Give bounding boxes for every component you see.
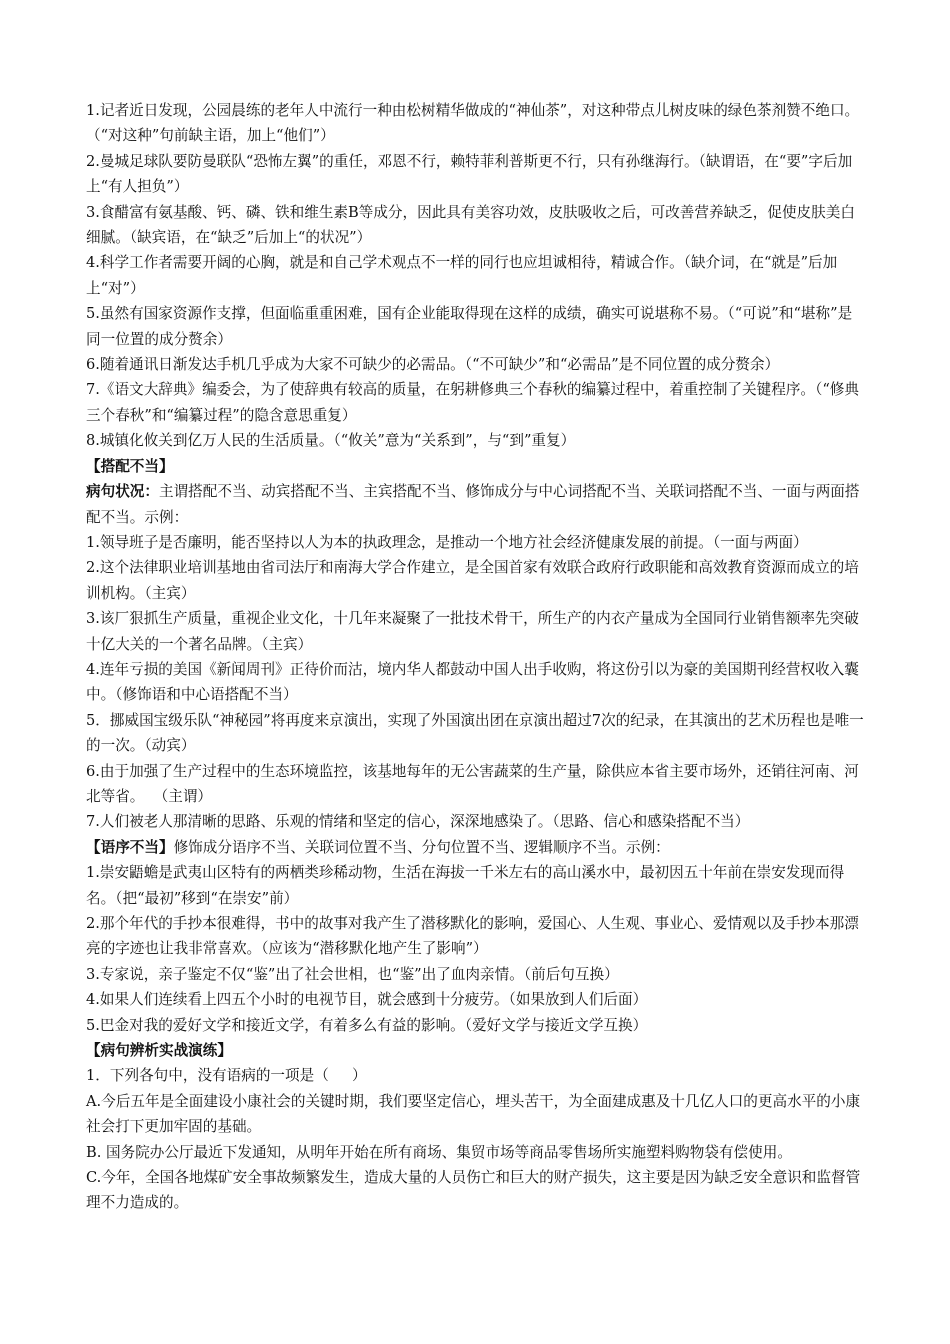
list-item: 3.专家说，亲子鉴定不仅“鉴”出了社会世相，也“鉴”出了血肉亲情。（前后句互换） (86, 965, 619, 983)
list-item: 1.记者近日发现，公园晨练的老年人中流行一种由松树精华做成的“神仙茶”，对这种带点儿树皮味的绿色茶剂赞不绝口。（“对这种”句前缺主语，加上“他们”） (86, 102, 860, 145)
list-item: 7.人们被老人那清晰的思路、乐观的情绪和坚定的信心，深深地感染了。（思路、信心和感染搭配不当） (86, 813, 750, 831)
list-item: 2.那个年代的手抄本很难得，书中的故事对我产生了潜移默化的影响，爱国心、人生观、事业心、爱情观以及手抄本那漂亮的字迹也让我非常喜欢。（应该为“潜移默化地产生了影响”） (86, 915, 859, 958)
section-practice (86, 1038, 866, 1216)
intro-text: 主谓搭配不当、动宾搭配不当、主宾搭配不当、修饰成分与中心词搭配不当、关联词搭配不当、一面与两面搭配不当。示例： (86, 483, 860, 526)
section-word-order (86, 835, 866, 1038)
answer-option-c: C.今年，全国各地煤矿安全事故频繁发生，造成大量的人员伤亡和巨大的财产损失，这主要是因为缺乏安全意识和监督管理不力造成的。 (86, 1169, 861, 1212)
answer-option-a: A.今后五年是全面建设小康社会的关键时期，我们要坚定信心，埋头苦干，为全面建成惠及十几亿人口的更高水平的小康社会打下更加牢固的基础。 (86, 1092, 861, 1136)
section-collocation (86, 454, 866, 835)
answer-option-b: B. 国务院办公厅最近下发通知，从明年开始在所有商场、集贸市场等商品零售场所实施塑料购物袋有偿使用。 (86, 1143, 792, 1161)
list-item: 6.随着通讯日渐发达手机几乎成为大家不可缺少的必需品。（“不可缺少”和“必需品”是不同位置的成分赘余） (86, 356, 780, 374)
list-item: 3.食醋富有氨基酸、钙、磷、铁和维生素B等成分，因此具有美容功效，皮肤吸收之后，可改善营养缺乏，促使皮肤美白细腻。（缺宾语，在“缺乏”后加上“的状况”） (86, 203, 855, 247)
list-item: 4.连年亏损的美国《新闻周刊》正待价而沽，境内华人都鼓动中国人出手收购，将这份引以为豪的美国期刊经营权收入囊中。（修饰语和中心语搭配不当） (86, 660, 859, 704)
list-item: 3.该厂狠抓生产质量，重视企业文化，十几年来凝聚了一批技术骨干，所生产的内衣产量成为全国同行业销售额率先突破十亿大关的一个著名品牌。（主宾） (86, 610, 859, 653)
section-missing-and-redundant (86, 98, 866, 454)
section-heading: 【病句辨析实战演练】 (86, 1042, 232, 1060)
list-item: 5.虽然有国家资源作支撑，但面临重重困难，国有企业能取得现在这样的成绩，确实可说堪称不易。（“可说”和“堪称”是同一位置的成分赘余） (86, 305, 853, 348)
list-item: 4.如果人们连续看上四五个小时的电视节目，就会感到十分疲劳。（如果放到人们后面） (86, 991, 648, 1009)
list-item: 1.领导班子是否廉明，能否坚持以人为本的执政理念，是推动一个地方社会经济健康发展的前提。（一面与两面） (86, 533, 808, 551)
section-intro (86, 479, 866, 530)
list-item: 7.《语文大辞典》编委会，为了使辞典有较高的质量，在躬耕修典三个春秋的编纂过程中，着重控制了关键程序。（“修典三个春秋”和“编纂过程”的隐含意思重复） (86, 381, 859, 424)
list-item: 2.曼城足球队要防曼联队“恐怖左翼”的重任，邓恩不行，赖特菲利普斯更不行，只有孙继海行。（缺谓语，在“要”字后加上“有人担负”） (86, 152, 853, 196)
list-item: 8.城镇化攸关到亿万人民的生活质量。（“攸关”意为“关系到”，与“到”重复） (86, 432, 576, 450)
list-item: 2.这个法律职业培训基地由省司法厅和南海大学合作建立，是全国首家有效联合政府行政职能和高效教育资源而成立的培训机构。（主宾） (86, 559, 859, 602)
section-heading: 【语序不当】 (86, 838, 174, 856)
intro-label: 病句状况： (86, 483, 159, 501)
question-stem: 1．下列各句中，没有语病的一项是（ ） (86, 1067, 367, 1085)
list-item: 4.科学工作者需要开阔的心胸，就是和自己学术观点不一样的同行也应坦诚相待，精诚合作。（缺介词，在“就是”后加上“对”） (86, 254, 838, 297)
section-heading: 【搭配不当】 (86, 457, 174, 475)
list-item: 1.崇安鼯蟾是武夷山区特有的两栖类珍稀动物，生活在海拔一千米左右的高山溪水中，最初因五十年前在崇安发现而得名。（把“最初”移到“在崇安”前） (86, 864, 845, 907)
document-page (86, 98, 866, 1216)
list-item: 6.由于加强了生产过程中的生态环境监控，该基地每年的无公害蔬菜的生产量，除供应本省主要市场外，还销往河南、河北等省。 （主谓） (86, 762, 859, 805)
intro-text: 修饰成分语序不当、关联词位置不当、分句位置不当、逻辑顺序不当。示例： (173, 838, 670, 856)
list-item: 5.巴金对我的爱好文学和接近文学，有着多么有益的影响。（爱好文学与接近文学互换） (86, 1016, 648, 1034)
list-item: 5．挪威国宝级乐队“神秘园”将再度来京演出，实现了外国演出团在京演出超过7次的纪录，在其演出的艺术历程也是唯一的一次。（动宾） (86, 711, 864, 755)
section-intro (86, 835, 866, 860)
